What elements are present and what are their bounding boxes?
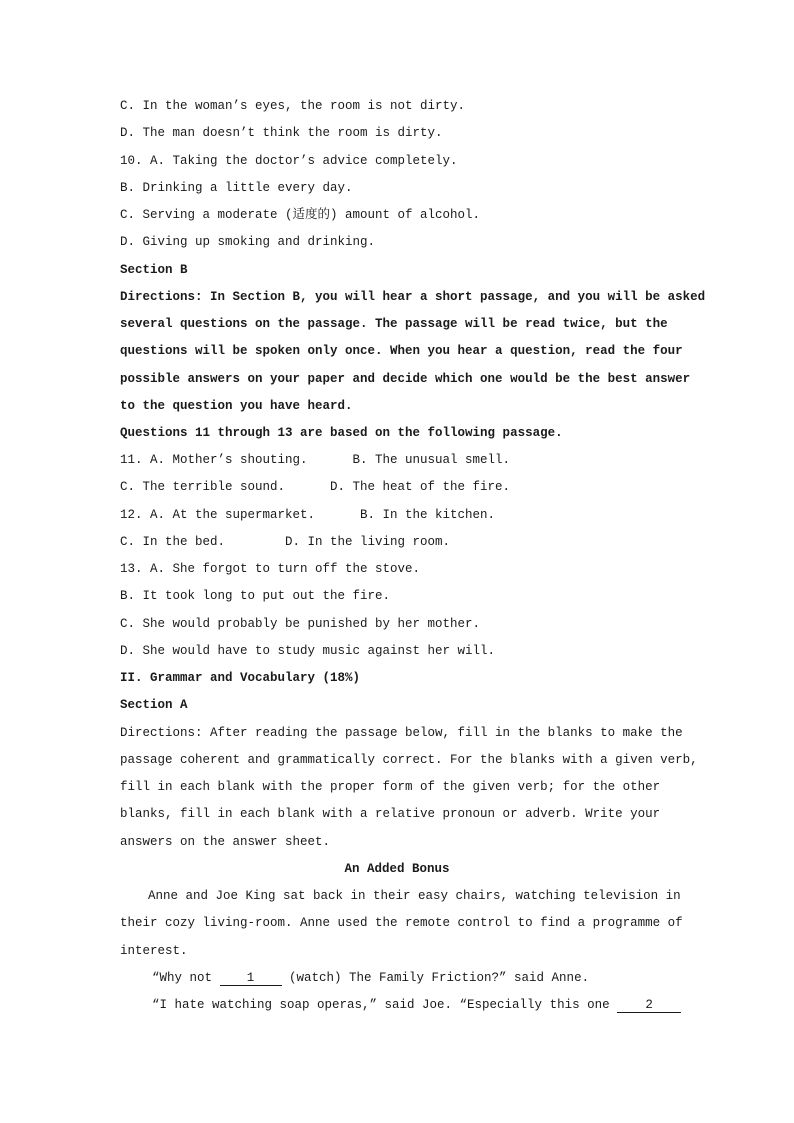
passage-dialogue-line [152, 970, 589, 986]
option-13d: D. She would have to study music against her will. [120, 644, 496, 658]
question-12-options: C. In the bed. D. In the living room. [120, 535, 451, 549]
option-13c: C. She would probably be punished by her mother. [120, 617, 481, 631]
option-9c: C. In the woman’s eyes, the room is not dirty. [120, 99, 466, 113]
directions-line: blanks, fill in each blank with a relative pronoun or adverb. Write your [120, 807, 661, 821]
question-13-option-a: 13. A. She forgot to turn off the stove. [120, 562, 421, 576]
questions-intro: Questions 11 through 13 are based on the following passage. [120, 426, 563, 440]
section-a-heading: Section A [120, 698, 188, 712]
option-10b: B. Drinking a little every day. [120, 181, 353, 195]
directions-line: passage coherent and grammatically correct. For the blanks with a given verb, [120, 753, 698, 767]
directions-line: to the question you have heard. [120, 399, 353, 413]
fill-in-blank-2: 2 [617, 998, 681, 1013]
part-ii-heading: II. Grammar and Vocabulary (18%) [120, 671, 361, 685]
passage-dialogue-line [152, 997, 681, 1013]
directions-line: fill in each blank with the proper form of the given verb; for the other [120, 780, 661, 794]
question-11-options: 11. A. Mother’s shouting. B. The unusual smell. [120, 453, 511, 467]
option-10d: D. Giving up smoking and drinking. [120, 235, 376, 249]
directions-line: possible answers on your paper and decide which one would be the best answer [120, 372, 691, 386]
question-11-options: C. The terrible sound. D. The heat of the fire. [120, 480, 511, 494]
option-10c: C. Serving a moderate (适度的) amount of alcohol. [120, 208, 481, 222]
passage-line: interest. [120, 944, 188, 958]
section-b-heading: Section B [120, 263, 188, 277]
question-12-options: 12. A. At the supermarket. B. In the kitchen. [120, 508, 496, 522]
option-13b: B. It took long to put out the fire. [120, 589, 391, 603]
dialogue-text: (watch) The Family Friction?” said Anne. [281, 971, 590, 985]
passage-line: their cozy living-room. Anne used the remote control to find a programme of [120, 916, 683, 930]
directions-line: answers on the answer sheet. [120, 835, 331, 849]
passage-line: Anne and Joe King sat back in their easy chairs, watching television in [148, 889, 681, 903]
fill-in-blank-1: 1 [220, 971, 282, 986]
dialogue-text: “Why not [152, 971, 220, 985]
dialogue-text: “I hate watching soap operas,” said Joe. “Especially this one [152, 998, 618, 1012]
directions-line: Directions: After reading the passage below, fill in the blanks to make the [120, 726, 683, 740]
directions-line: questions will be spoken only once. When you hear a question, read the four [120, 344, 683, 358]
passage-title: An Added Bonus [344, 862, 450, 876]
directions-line: several questions on the passage. The passage will be read twice, but the [120, 317, 668, 331]
directions-line: Directions: In Section B, you will hear a short passage, and you will be asked [120, 290, 706, 304]
question-10-option-a: 10. A. Taking the doctor’s advice completely. [120, 154, 458, 168]
option-9d: D. The man doesn’t think the room is dirty. [120, 126, 443, 140]
